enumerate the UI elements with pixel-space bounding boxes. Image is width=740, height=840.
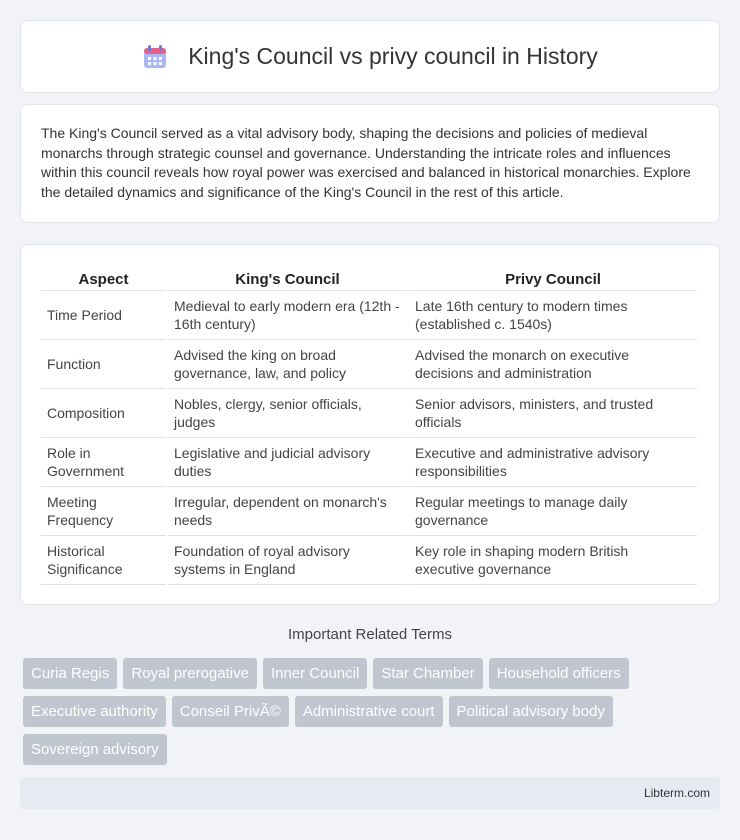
cell-privy-council: Key role in shaping modern British executive governance	[409, 536, 697, 585]
footer-site-link[interactable]: Libterm.com	[643, 786, 710, 800]
related-terms-list	[23, 658, 723, 765]
comparison-table	[39, 265, 699, 585]
term-tag[interactable]: Executive authority	[23, 696, 166, 727]
cell-aspect: Historical Significance	[41, 536, 166, 585]
comparison-card	[20, 244, 720, 605]
intro-card	[20, 104, 720, 223]
related-terms-title: Important Related Terms	[288, 626, 452, 643]
cell-aspect: Meeting Frequency	[41, 487, 166, 536]
cell-aspect: Role in Government	[41, 438, 166, 487]
cell-kings-council: Legislative and judicial advisory duties	[168, 438, 407, 487]
cell-privy-council: Late 16th century to modern times (established c. 1540s)	[409, 291, 697, 340]
header-card	[20, 20, 720, 93]
cell-privy-council: Regular meetings to manage daily governance	[409, 487, 697, 536]
term-tag[interactable]: Conseil PrivÃ©	[172, 696, 289, 727]
header-aspect: Aspect	[41, 265, 166, 291]
cell-kings-council: Foundation of royal advisory systems in England	[168, 536, 407, 585]
header-privy-council: Privy Council	[409, 265, 697, 291]
cell-privy-council: Advised the monarch on executive decisions and administration	[409, 340, 697, 389]
cell-kings-council: Advised the king on broad governance, law, and policy	[168, 340, 407, 389]
cell-privy-council: Senior advisors, ministers, and trusted officials	[409, 389, 697, 438]
table-header-row	[41, 265, 697, 291]
cell-aspect: Time Period	[41, 291, 166, 340]
table-row	[41, 487, 697, 536]
term-tag[interactable]: Royal prerogative	[123, 658, 257, 689]
footer	[20, 777, 720, 809]
cell-kings-council: Irregular, dependent on monarch's needs	[168, 487, 407, 536]
cell-kings-council: Nobles, clergy, senior officials, judges	[168, 389, 407, 438]
header-kings-council: King's Council	[168, 265, 407, 291]
table-row	[41, 340, 697, 389]
page-title: King's Council vs privy council in History	[188, 43, 598, 69]
term-tag[interactable]: Inner Council	[263, 658, 367, 689]
table-row	[41, 291, 697, 340]
table-row	[41, 389, 697, 438]
term-tag[interactable]: Star Chamber	[373, 658, 482, 689]
table-row	[41, 438, 697, 487]
cell-aspect: Function	[41, 340, 166, 389]
table-row	[41, 536, 697, 585]
term-tag[interactable]: Political advisory body	[449, 696, 613, 727]
cell-aspect: Composition	[41, 389, 166, 438]
term-tag[interactable]: Administrative court	[295, 696, 443, 727]
cell-kings-council: Medieval to early modern era (12th - 16th century)	[168, 291, 407, 340]
term-tag[interactable]: Curia Regis	[23, 658, 117, 689]
term-tag[interactable]: Household officers	[489, 658, 629, 689]
intro-text: The King's Council served as a vital advisory body, shaping the decisions and policies of medieval monarchs through strategic counsel and governance. Understanding the intricate roles and influences within this council reveals how royal power was exercised and balanced in historical monarchies. Explore the detailed dynamics and significance of the King's Council in the rest of this article.	[41, 125, 691, 200]
term-tag[interactable]: Sovereign advisory	[23, 734, 167, 765]
cell-privy-council: Executive and administrative advisory responsibilities	[409, 438, 697, 487]
calendar-icon	[142, 44, 168, 70]
